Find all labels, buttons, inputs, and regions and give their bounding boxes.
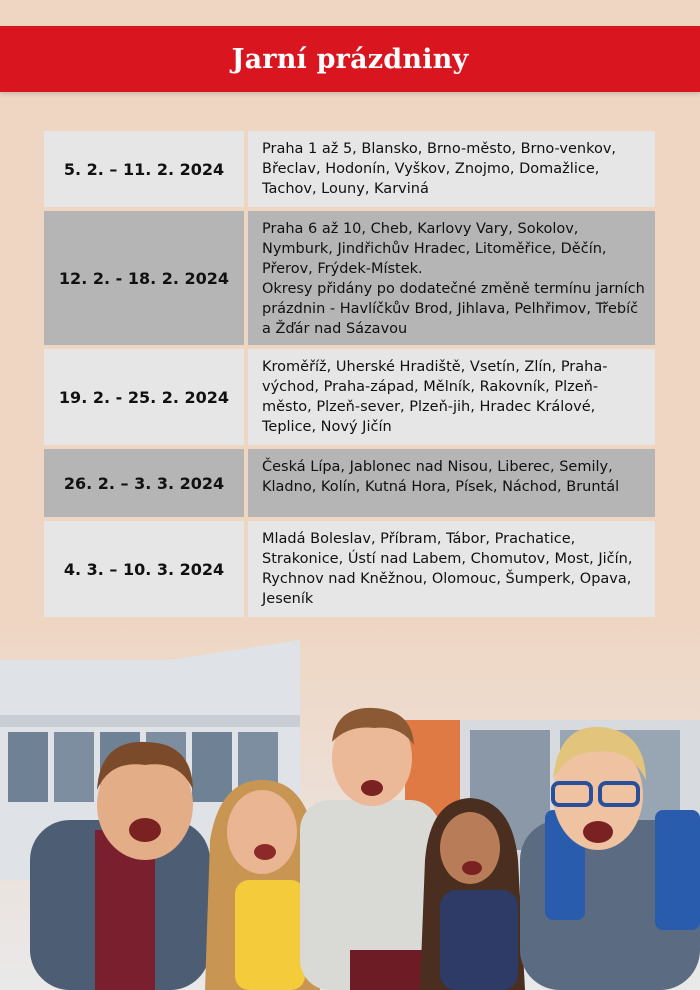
date-range: 26. 2. – 3. 3. 2024: [44, 449, 244, 517]
date-range: 4. 3. – 10. 3. 2024: [44, 521, 244, 617]
district-list: Mladá Boleslav, Příbram, Tábor, Prachatice, Strakonice, Ústí nad Labem, Chomutov, Most, Jičín, Rychnov nad Kněžnou, Olomouc, Šumperk, Opava, Jeseník: [248, 521, 655, 617]
schedule-row: [44, 131, 655, 207]
district-list: Praha 1 až 5, Blansko, Brno-město, Brno-venkov, Břeclav, Hodonín, Vyškov, Znojmo, Domažlice, Tachov, Louny, Karviná: [248, 131, 655, 207]
district-list: Praha 6 až 10, Cheb, Karlovy Vary, Sokolov, Nymburk, Jindřichův Hradec, Litoměřice, Děčín, Přerov, Frýdek-Místek. Okresy přidány po dodatečné změně termínu jarních prázdnin - Havlíčkův Brod, Jihlava, Pelhřimov, Třebíč a Žďár nad Sázavou: [248, 211, 655, 345]
date-range: 12. 2. - 18. 2. 2024: [44, 211, 244, 345]
schedule-row: [44, 349, 655, 445]
date-range: 5. 2. – 11. 2. 2024: [44, 131, 244, 207]
district-list: Česká Lípa, Jablonec nad Nisou, Liberec, Semily, Kladno, Kolín, Kutná Hora, Písek, Náchod, Bruntál: [248, 449, 655, 517]
title-banner: [0, 26, 700, 92]
schedule-row: [44, 449, 655, 517]
schedule-row: [44, 211, 655, 345]
schedule-row: [44, 521, 655, 617]
page-title: Jarní prázdniny: [231, 43, 469, 75]
district-list: Kroměříž, Uherské Hradiště, Vsetín, Zlín, Praha-východ, Praha-západ, Mělník, Rakovník, Plzeň-město, Plzeň-sever, Plzeň-jih, Hradec Králové, Teplice, Nový Jičín: [248, 349, 655, 445]
kid-girl-right: [420, 798, 525, 990]
date-range: 19. 2. - 25. 2. 2024: [44, 349, 244, 445]
children-photo: [0, 620, 700, 990]
